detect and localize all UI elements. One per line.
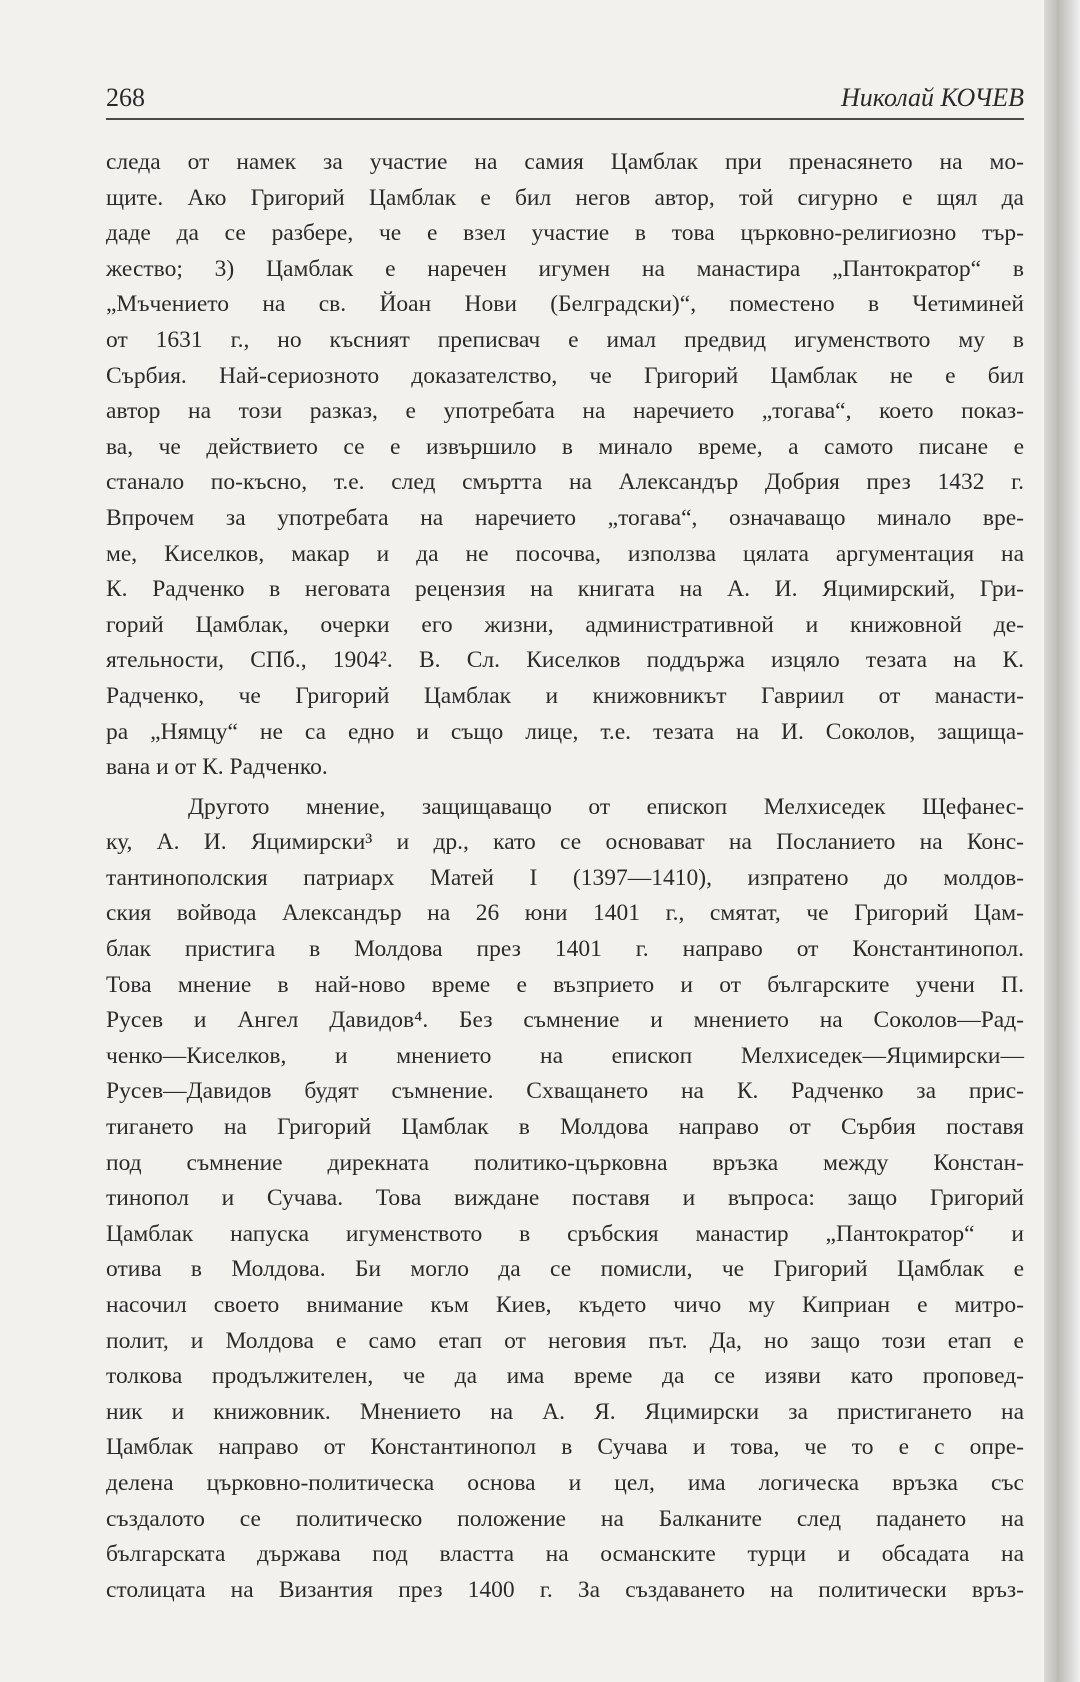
text-line: ра „Нямцу“ не са едно и също лице, т.е. тезата на И. Соколов, защища- xyxy=(106,718,1024,745)
page-header xyxy=(106,80,1024,118)
text-line: Русев—Давидов будят съмнение. Схващането на К. Радченко за прис- xyxy=(106,1078,1024,1105)
text-line: вана и от К. Радченко. xyxy=(106,754,328,781)
text-line: полит, и Молдова е само етап от неговия път. Да, но защо този етап е xyxy=(106,1327,1024,1354)
text-line: под съмнение дирекната политико-църковна връзка между Констан- xyxy=(106,1149,1024,1176)
text-line: ския войвода Александър на 26 юни 1401 г., смятат, че Григорий Цам- xyxy=(106,900,1024,927)
text-line: от 1631 г., но късният преписвач е имал предвид игуменството му в xyxy=(106,326,1024,353)
text-line: даде да се разбере, че е взел участие в това църковно-религиозно тър- xyxy=(106,220,1024,247)
text-line: горий Цамблак, очерки его жизни, административной и книжовной де- xyxy=(106,611,1024,638)
text-line: ме, Киселков, макар и да не посочва, използва цялата аргументация на xyxy=(106,540,1024,567)
text-line: тинопол и Сучава. Това виждане поставя и въпроса: защо Григорий xyxy=(106,1185,1024,1212)
text-line: ник и книжовник. Мнението на А. Я. Яцимирски за пристигането на xyxy=(106,1398,1024,1425)
text-line: Цамблак напуска игуменството в сръбския манастир „Пантократор“ и xyxy=(106,1220,1024,1247)
text-line: щите. Ако Григорий Цамблак е бил негов автор, той сигурно е щял да xyxy=(106,184,1024,211)
text-line: блак пристига в Молдова през 1401 г. направо от Константинопол. xyxy=(106,936,1024,963)
text-line: Това мнение в най-ново време е възприето и от българските учени П. xyxy=(106,971,1024,998)
text-line: ятельности, СПб., 1904². В. Сл. Киселков поддържа изцяло тезата на К. xyxy=(106,647,1024,674)
text-line: ченко—Киселков, и мнението на епископ Мелхиседек—Яцимирски— xyxy=(106,1042,1024,1069)
text-line: тигането на Григорий Цамблак в Молдова направо от Сърбия поставя xyxy=(106,1114,1024,1141)
text-line: отива в Молдова. Би могло да се помисли, че Григорий Цамблак е xyxy=(106,1256,1024,1283)
text-line: Впрочем за употребата на наречието „тогава“, означаващо минало вре- xyxy=(106,504,1024,531)
page-edge-shadow xyxy=(1044,0,1080,1682)
paragraph-1 xyxy=(106,145,1024,786)
text-line: следа от намек за участие на самия Цамблак при пренасянето на мо- xyxy=(106,149,1024,175)
page-number: 268 xyxy=(106,83,145,112)
text-line: станало по-късно, т.е. след смъртта на Александър Добрия през 1432 г. xyxy=(106,469,1024,496)
text-line: Сърбия. Най-сериозното доказателство, че Григорий Цамблак не е бил xyxy=(106,362,1024,389)
text-line: ва, че действието се е извършило в минало време, а самото писане е xyxy=(106,433,1024,460)
text-line: ку, А. И. Яцимирски³ и др., като се основават на Посланието на Конс- xyxy=(106,829,1024,856)
text-line: столицата на Византия през 1400 г. За създаването на политически връз- xyxy=(106,1576,1024,1603)
text-line: насочил своето внимание към Киев, където чичо му Киприан е митро- xyxy=(106,1292,1024,1318)
text-line: автор на този разказ, е употребата на наречието „тогава“, което показ- xyxy=(106,398,1024,425)
text-line: тантинополския патриарх Матей I (1397—1410), изпратено до молдов- xyxy=(106,864,1024,891)
body-text xyxy=(106,145,1024,1608)
paragraph-2 xyxy=(106,790,1024,1609)
text-line: Русев и Ангел Давидов⁴. Без съмнение и мнението на Соколов—Рад- xyxy=(106,1007,1024,1034)
text-line: Цамблак направо от Константинопол в Сучава и това, че то е с опре- xyxy=(106,1434,1024,1461)
text-line: Радченко, че Григорий Цамблак и книжовникът Гавриил от манасти- xyxy=(106,682,1024,709)
running-head-author: Николай КОЧЕВ xyxy=(841,83,1024,112)
text-line: българската държава под властта на османските турци и обсадата на xyxy=(106,1541,1024,1568)
text-line: Другото мнение, защищаващо от епископ Мелхиседек Щефанес- xyxy=(188,793,1024,820)
text-line: жество; 3) Цамблак е наречен игумен на манастира „Пантократор“ в xyxy=(106,255,1024,282)
header-rule xyxy=(106,118,1024,120)
text-line: К. Радченко в неговата рецензия на книгата на А. И. Яцимирский, Гри- xyxy=(106,576,1024,603)
text-line: толкова продължителен, че да има време да се изяви като проповед- xyxy=(106,1363,1024,1390)
text-line: делена църковно-политическа основа и цел, има логическа връзка със xyxy=(106,1469,1024,1496)
text-line: „Мъчението на св. Йоан Нови (Белградски)“, поместено в Четиминей xyxy=(106,291,1024,318)
text-line: създалото се политическо положение на Балканите след падането на xyxy=(106,1505,1024,1532)
